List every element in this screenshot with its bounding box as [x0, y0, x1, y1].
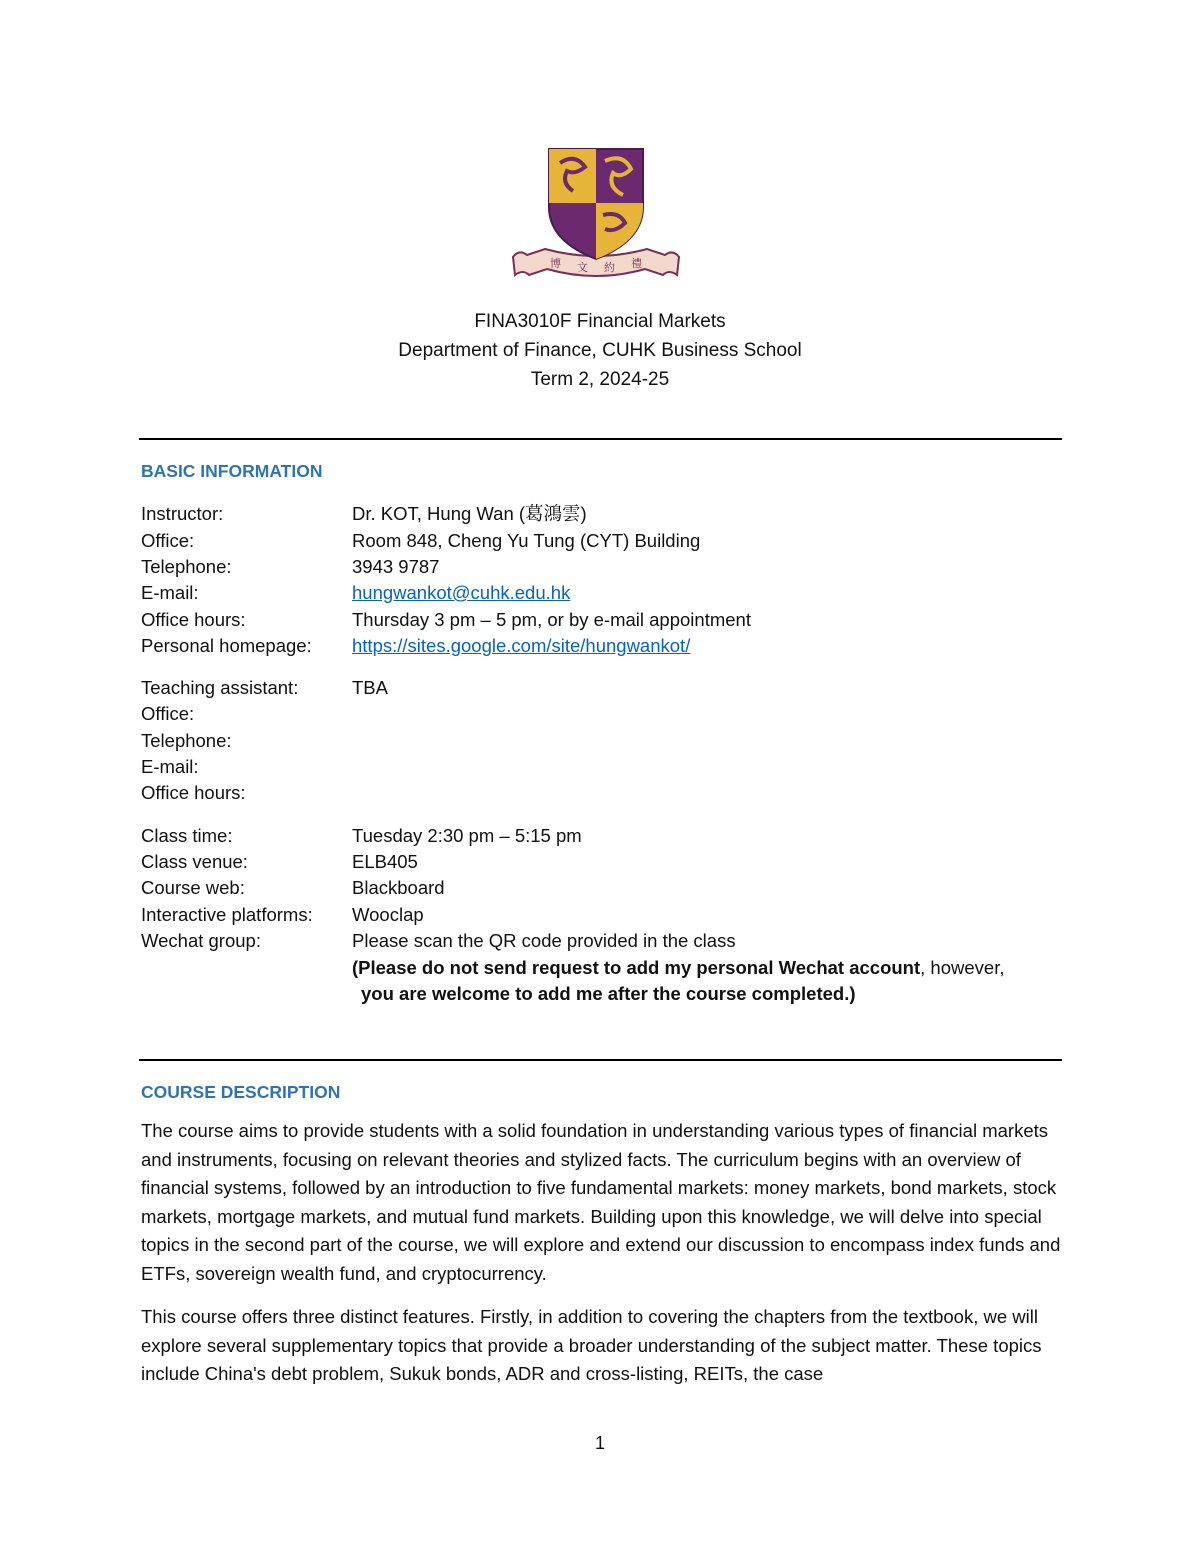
ta-name: TBA — [352, 677, 388, 698]
basic-information-heading: BASIC INFORMATION — [141, 461, 323, 481]
course-description-heading: COURSE DESCRIPTION — [141, 1082, 341, 1102]
instructor-email-link[interactable]: hungwankot@cuhk.edu.hk — [352, 582, 571, 603]
info-label: E-mail: — [141, 756, 199, 777]
department-line: Department of Finance, CUHK Business School — [398, 340, 802, 361]
info-label: Office: — [141, 530, 195, 551]
wechat-note — [352, 955, 1004, 981]
personal-homepage-link[interactable]: https://sites.google.com/site/hungwankot/ — [352, 635, 691, 656]
info-label: E-mail: — [141, 582, 199, 603]
info-label: Class venue: — [141, 851, 248, 872]
class-venue: ELB405 — [352, 851, 418, 872]
class-time: Tuesday 2:30 pm – 5:15 pm — [352, 825, 582, 846]
info-label: Telephone: — [141, 730, 232, 751]
info-label: Office hours: — [141, 609, 246, 630]
instructor-office: Room 848, Cheng Yu Tung (CYT) Building — [352, 530, 701, 551]
instructor-telephone: 3943 9787 — [352, 556, 440, 577]
page-number: 1 — [594, 1433, 605, 1453]
info-label: Teaching assistant: — [141, 677, 299, 698]
svg-text:約: 約 — [604, 262, 615, 274]
section-divider — [139, 438, 1062, 440]
info-label: Wechat group: — [141, 930, 261, 951]
wechat-note-line2: you are welcome to add me after the course completed.) — [361, 983, 856, 1004]
cuhk-crest-logo — [505, 145, 687, 285]
svg-text:禮: 禮 — [631, 258, 642, 270]
info-label: Instructor: — [141, 503, 224, 524]
instructor-office-hours: Thursday 3 pm – 5 pm, or by e-mail appointment — [352, 609, 751, 630]
course-web: Blackboard — [352, 877, 445, 898]
svg-text:文: 文 — [577, 262, 588, 274]
course-features-paragraph: This course offers three distinct features. Firstly, in addition to covering the chapters from the textbook, we will explore several supplementary topics that provide a broader understanding of the subject matter. These topics include China's debt problem, Sukuk bonds, ADR and cross-listing, REITs, the case — [141, 1306, 1042, 1385]
svg-text:博: 博 — [550, 258, 561, 270]
info-label: Office: — [141, 703, 195, 724]
info-label: Telephone: — [141, 556, 232, 577]
wechat-note-bold: (Please do not send request to add my personal Wechat account — [352, 957, 921, 978]
instructor-name: Dr. KOT, Hung Wan (葛鴻雲) — [352, 503, 587, 524]
course-description-paragraph: The course aims to provide students with a solid foundation in understanding various types of financial markets and instruments, focusing on relevant theories and stylized facts. The curriculum begins with an overview of financial systems, followed by an introduction to five fundamental markets: money markets, bond markets, stock markets, mortgage markets, and mutual fund markets. Building upon this knowledge, we will delve into special topics in the second part of the course, we will explore and extend our discussion to encompass index funds and ETFs, sovereign wealth fund, and cryptocurrency. — [141, 1120, 1061, 1284]
info-label: Office hours: — [141, 782, 246, 803]
section-divider — [139, 1059, 1062, 1061]
info-label: Course web: — [141, 877, 245, 898]
course-title: FINA3010F Financial Markets — [474, 311, 726, 332]
wechat-group: Please scan the QR code provided in the class — [352, 930, 736, 951]
term-line: Term 2, 2024-25 — [530, 369, 670, 390]
interactive-platforms: Wooclap — [352, 904, 424, 925]
info-label: Interactive platforms: — [141, 904, 313, 925]
info-label: Personal homepage: — [141, 635, 312, 656]
wechat-note-rest: , however, — [920, 957, 1005, 978]
info-label: Class time: — [141, 825, 233, 846]
